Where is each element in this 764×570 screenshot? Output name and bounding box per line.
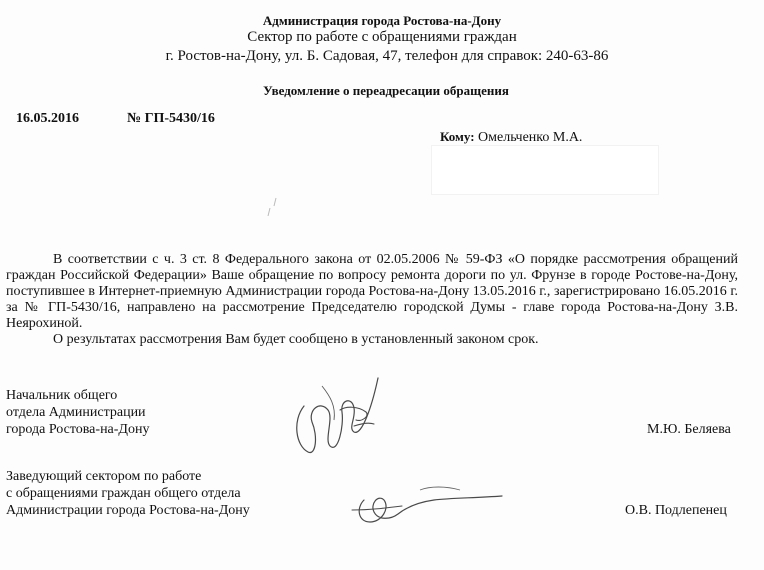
signatory-2-title-line: с обращениями граждан общего отдела	[6, 486, 241, 501]
body-paragraph-1: В соответствии с ч. 3 ст. 8 Федерального закона от 02.05.2006 № 59-ФЗ «О порядке рассмотрения обращений граждан Российской Федерации» Ваше обращение по вопросу ремонта дороги по ул. Фрунзе в городе Ростове-на-Дону, поступившее в Интернет-приемную Администрации города Ростова-на-Дону 13.05.2016 г., зарегистрировано 16.05.2016 г. за № ГП-5430/16, направлено на рассмотрение Председателю городской Думы - главе города Ростова-на-Дону З.В. Неярохиной.	[6, 252, 738, 331]
redaction-box	[431, 145, 659, 195]
signatory-2-title-line: Администрации города Ростова-на-Дону	[6, 503, 250, 518]
signatory-2-title-line: Заведующий сектором по работе	[6, 469, 202, 484]
signatory-1-name: М.Ю. Беляева	[647, 422, 731, 437]
recipient	[440, 129, 582, 146]
signatory-1-title-line: города Ростова-на-Дону	[6, 422, 150, 437]
org-title: Администрация города Ростова-на-Дону	[262, 13, 502, 28]
signature-2	[350, 480, 510, 540]
signatory-1-title-line: отдела Администрации	[6, 405, 146, 420]
document-number: № ГП-5430/16	[127, 111, 215, 126]
scan-speck	[262, 196, 282, 218]
notice-title: Уведомление о переадресации обращения	[263, 83, 509, 98]
body-paragraph-2: О результатах рассмотрения Вам будет сообщено в установленный законом срок.	[53, 332, 539, 347]
signatory-1-title-line: Начальник общего	[6, 388, 118, 403]
signatory-2-title	[6, 468, 250, 519]
document-date: 16.05.2016	[16, 111, 79, 126]
signature-1	[282, 366, 392, 466]
recipient-label: Кому:	[440, 129, 475, 144]
org-sector: Сектор по работе с обращениями граждан	[247, 29, 517, 45]
signatory-2-name: О.В. Подлепенец	[625, 503, 727, 518]
org-address: г. Ростов-на-Дону, ул. Б. Садовая, 47, телефон для справок: 240-63-86	[165, 48, 609, 64]
signatory-1-title	[6, 387, 149, 438]
notice-body	[6, 252, 738, 348]
recipient-name: Омельченко М.А.	[478, 130, 583, 145]
